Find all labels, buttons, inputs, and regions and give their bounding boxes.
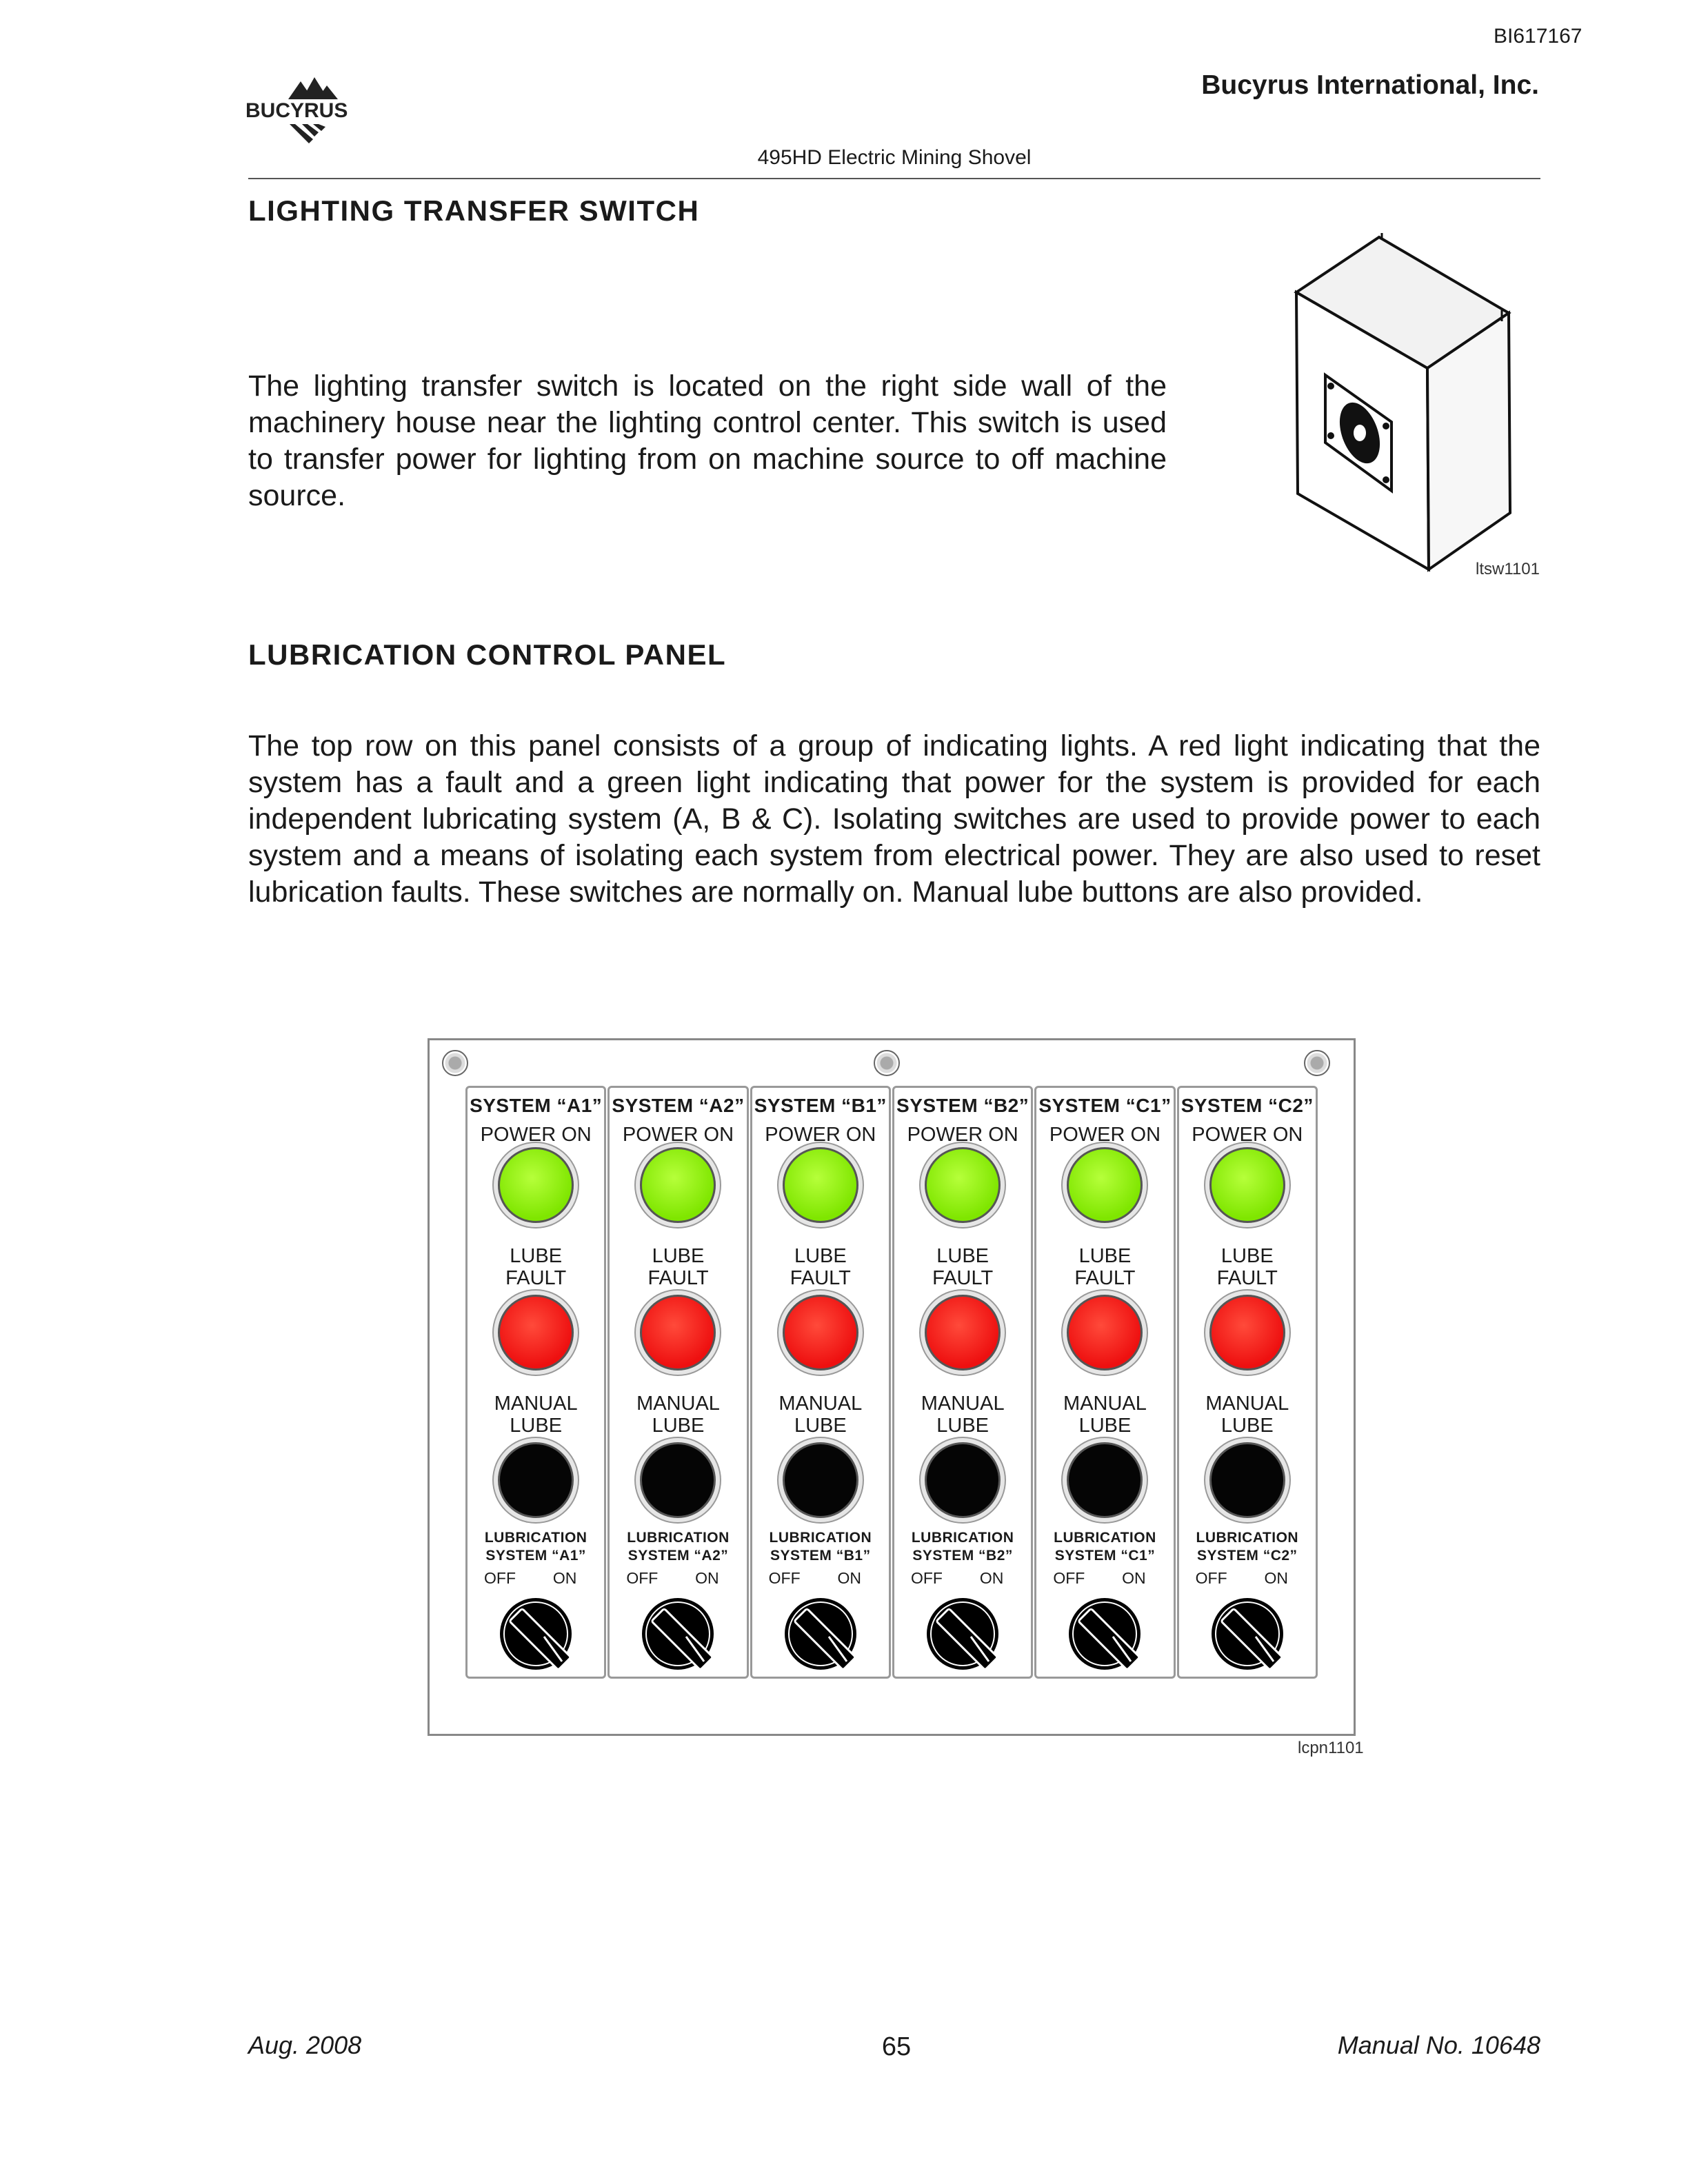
- system-label: SYSTEM “A1”: [470, 1095, 603, 1116]
- panel-column-system-b1: [750, 1086, 891, 1679]
- system-label: SYSTEM “B2”: [896, 1095, 1029, 1116]
- lube-fault-label: [752, 1245, 889, 1289]
- lubrication-system-label-line: LUBRICATION: [627, 1530, 730, 1546]
- system-label: SYSTEM “A2”: [612, 1095, 745, 1116]
- power-on-indicator-light: [1067, 1147, 1143, 1223]
- power-on-label: POWER ON: [765, 1124, 876, 1146]
- lube-fault-indicator-light: [783, 1295, 858, 1371]
- lube-fault-label-line: LUBE: [652, 1245, 705, 1267]
- power-on-label: POWER ON: [907, 1124, 1018, 1146]
- lubrication-system-label: [1036, 1529, 1173, 1565]
- header-rule: [248, 178, 1540, 179]
- manual-lube-button[interactable]: [925, 1442, 1001, 1518]
- lubrication-system-label-line: SYSTEM “A1”: [485, 1548, 586, 1564]
- manual-lube-button[interactable]: [1067, 1442, 1143, 1518]
- lubrication-system-label-line: SYSTEM “B2”: [912, 1548, 1013, 1564]
- lube-fault-indicator-light: [498, 1295, 574, 1371]
- lube-fault-indicator-light: [1067, 1295, 1143, 1371]
- lubrication-system-label-line: LUBRICATION: [911, 1530, 1014, 1546]
- bucyrus-logo: [245, 72, 370, 149]
- lubrication-system-label: [1179, 1529, 1316, 1565]
- lubrication-system-label-line: LUBRICATION: [1054, 1530, 1156, 1546]
- lubrication-system-label: [894, 1529, 1031, 1565]
- section-heading-lighting-transfer-switch: LIGHTING TRANSFER SWITCH: [248, 194, 700, 227]
- manual-lube-label-line: LUBE: [936, 1415, 989, 1437]
- system-label: SYSTEM “C2”: [1180, 1095, 1314, 1116]
- switch-off-label: OFF: [910, 1569, 943, 1587]
- manual-lube-button[interactable]: [1209, 1442, 1285, 1518]
- manual-lube-label: [610, 1393, 746, 1437]
- system-label: SYSTEM “B1”: [754, 1095, 887, 1116]
- lube-fault-label: [468, 1245, 604, 1289]
- manual-lube-label: [1036, 1393, 1173, 1437]
- document-subtitle: 495HD Electric Mining Shovel: [757, 146, 1032, 169]
- lube-fault-label-line: LUBE: [1220, 1245, 1274, 1267]
- lube-fault-label-line: FAULT: [932, 1267, 994, 1289]
- lubrication-control-panel-paragraph: The top row on this panel consists of a group of indicating lights. A red light indicating that the system has a fault and a green light indicating that power for the system is provided for each independent lubricating system (A, B & C). Isolating switches are used to provide power to each system and a means of isolating each system from electrical power. They are also used to reset lubrication faults. These switches are normally on. Manual lube buttons are also provided.: [248, 729, 1540, 909]
- screw-icon: [442, 1050, 468, 1076]
- lubrication-control-panel-figure: [428, 1038, 1356, 1736]
- power-on-indicator-light: [925, 1147, 1001, 1223]
- switch-on-label: ON: [552, 1569, 577, 1587]
- company-name: Bucyrus International, Inc.: [1201, 70, 1539, 100]
- manual-lube-label-line: MANUAL: [1205, 1393, 1289, 1415]
- isolating-selector-switch-knob[interactable]: [496, 1594, 576, 1674]
- panel-column-system-c2: [1177, 1086, 1318, 1679]
- lube-fault-indicator-light: [640, 1295, 716, 1371]
- lubrication-system-label: [468, 1529, 604, 1565]
- footer-date: Aug. 2008: [248, 2031, 362, 2059]
- manual-lube-label-line: MANUAL: [778, 1393, 863, 1415]
- lube-fault-label-line: LUBE: [794, 1245, 847, 1267]
- switch-off-label: OFF: [768, 1569, 801, 1587]
- power-on-label: POWER ON: [622, 1124, 734, 1146]
- power-on-label: POWER ON: [1192, 1124, 1303, 1146]
- page-number: 65: [881, 2032, 912, 2061]
- panel-column-system-a1: [465, 1086, 606, 1679]
- manual-lube-label-line: LUBE: [1220, 1415, 1274, 1437]
- manual-lube-button[interactable]: [640, 1442, 716, 1518]
- lube-fault-label: [1179, 1245, 1316, 1289]
- isolating-selector-switch-knob[interactable]: [781, 1594, 861, 1674]
- lubrication-system-label: [610, 1529, 746, 1565]
- manual-lube-label-line: LUBE: [652, 1415, 705, 1437]
- manual-lube-label: [894, 1393, 1031, 1437]
- lube-fault-label-line: FAULT: [647, 1267, 709, 1289]
- manual-lube-label-line: MANUAL: [1063, 1393, 1147, 1415]
- switch-off-label: OFF: [626, 1569, 659, 1587]
- manual-lube-label-line: MANUAL: [921, 1393, 1005, 1415]
- manual-lube-label-line: MANUAL: [636, 1393, 720, 1415]
- lubrication-system-label: [752, 1529, 889, 1565]
- lubrication-system-label-line: LUBRICATION: [769, 1530, 872, 1546]
- manual-lube-label-line: LUBE: [794, 1415, 847, 1437]
- lube-fault-label-line: LUBE: [936, 1245, 989, 1267]
- isolating-selector-switch-knob[interactable]: [638, 1594, 718, 1674]
- manual-lube-label: [1179, 1393, 1316, 1437]
- manual-lube-label: [468, 1393, 604, 1437]
- manual-lube-label: [752, 1393, 889, 1437]
- switch-off-label: OFF: [484, 1569, 516, 1587]
- document-id: BI617167: [1494, 25, 1582, 48]
- power-on-label: POWER ON: [1049, 1124, 1161, 1146]
- lube-fault-label-line: FAULT: [1074, 1267, 1136, 1289]
- figure-tag: lcpn1101: [1298, 1739, 1364, 1757]
- switch-off-label: OFF: [1053, 1569, 1085, 1587]
- panel-column-system-b2: [892, 1086, 1033, 1679]
- lube-fault-label: [894, 1245, 1031, 1289]
- isolating-selector-switch-knob[interactable]: [923, 1594, 1003, 1674]
- lube-fault-indicator-light: [1209, 1295, 1285, 1371]
- lubrication-system-label-line: LUBRICATION: [484, 1530, 587, 1546]
- manual-lube-label-line: LUBE: [510, 1415, 563, 1437]
- switch-on-label: ON: [1122, 1569, 1146, 1587]
- logo-text: BUCYRUS: [245, 99, 348, 122]
- switch-on-label: ON: [837, 1569, 861, 1587]
- power-on-indicator-light: [1209, 1147, 1285, 1223]
- panel-column-system-a2: [607, 1086, 748, 1679]
- isolating-selector-switch-knob[interactable]: [1207, 1594, 1287, 1674]
- power-on-indicator-light: [498, 1147, 574, 1223]
- power-on-indicator-light: [783, 1147, 858, 1223]
- lubrication-system-label-line: SYSTEM “C2”: [1197, 1548, 1298, 1564]
- switch-on-label: ON: [979, 1569, 1004, 1587]
- lube-fault-label-line: LUBE: [510, 1245, 563, 1267]
- section-heading-lubrication-control-panel: LUBRICATION CONTROL PANEL: [248, 638, 727, 671]
- lube-fault-label: [1036, 1245, 1173, 1289]
- isolating-selector-switch-knob[interactable]: [1065, 1594, 1145, 1674]
- lubrication-system-label-line: SYSTEM “C1”: [1054, 1548, 1156, 1564]
- screw-icon: [1304, 1050, 1330, 1076]
- power-on-indicator-light: [640, 1147, 716, 1223]
- manual-lube-label-line: LUBE: [1078, 1415, 1132, 1437]
- switch-off-label: OFF: [1195, 1569, 1227, 1587]
- lube-fault-indicator-light: [925, 1295, 1001, 1371]
- lube-fault-label-line: FAULT: [505, 1267, 567, 1289]
- screw-icon: [874, 1050, 900, 1076]
- power-on-label: POWER ON: [480, 1124, 592, 1146]
- lighting-transfer-switch-illustration: [1283, 232, 1545, 590]
- panel-columns: [465, 1086, 1318, 1679]
- lube-fault-label-line: FAULT: [790, 1267, 851, 1289]
- figure-tag: ltsw1101: [1476, 560, 1540, 578]
- lube-fault-label-line: LUBE: [1078, 1245, 1132, 1267]
- lube-fault-label: [610, 1245, 746, 1289]
- lubrication-system-label-line: LUBRICATION: [1196, 1530, 1299, 1546]
- lubrication-system-label-line: SYSTEM “A2”: [627, 1548, 729, 1564]
- panel-column-system-c1: [1034, 1086, 1175, 1679]
- manual-lube-button[interactable]: [498, 1442, 574, 1518]
- lighting-transfer-switch-paragraph: The lighting transfer switch is located on the right side wall of the machinery house near the lighting control center. This switch is used to transfer power for lighting from on machine source to off machine source.: [248, 370, 1167, 512]
- manual-lube-label-line: MANUAL: [494, 1393, 578, 1415]
- manual-lube-button[interactable]: [783, 1442, 858, 1518]
- switch-on-label: ON: [695, 1569, 719, 1587]
- lubrication-system-label-line: SYSTEM “B1”: [770, 1548, 871, 1564]
- switch-on-label: ON: [1264, 1569, 1288, 1587]
- lube-fault-label-line: FAULT: [1216, 1267, 1278, 1289]
- system-label: SYSTEM “C1”: [1038, 1095, 1172, 1116]
- footer-manual-number: Manual No. 10648: [1337, 2031, 1540, 2059]
